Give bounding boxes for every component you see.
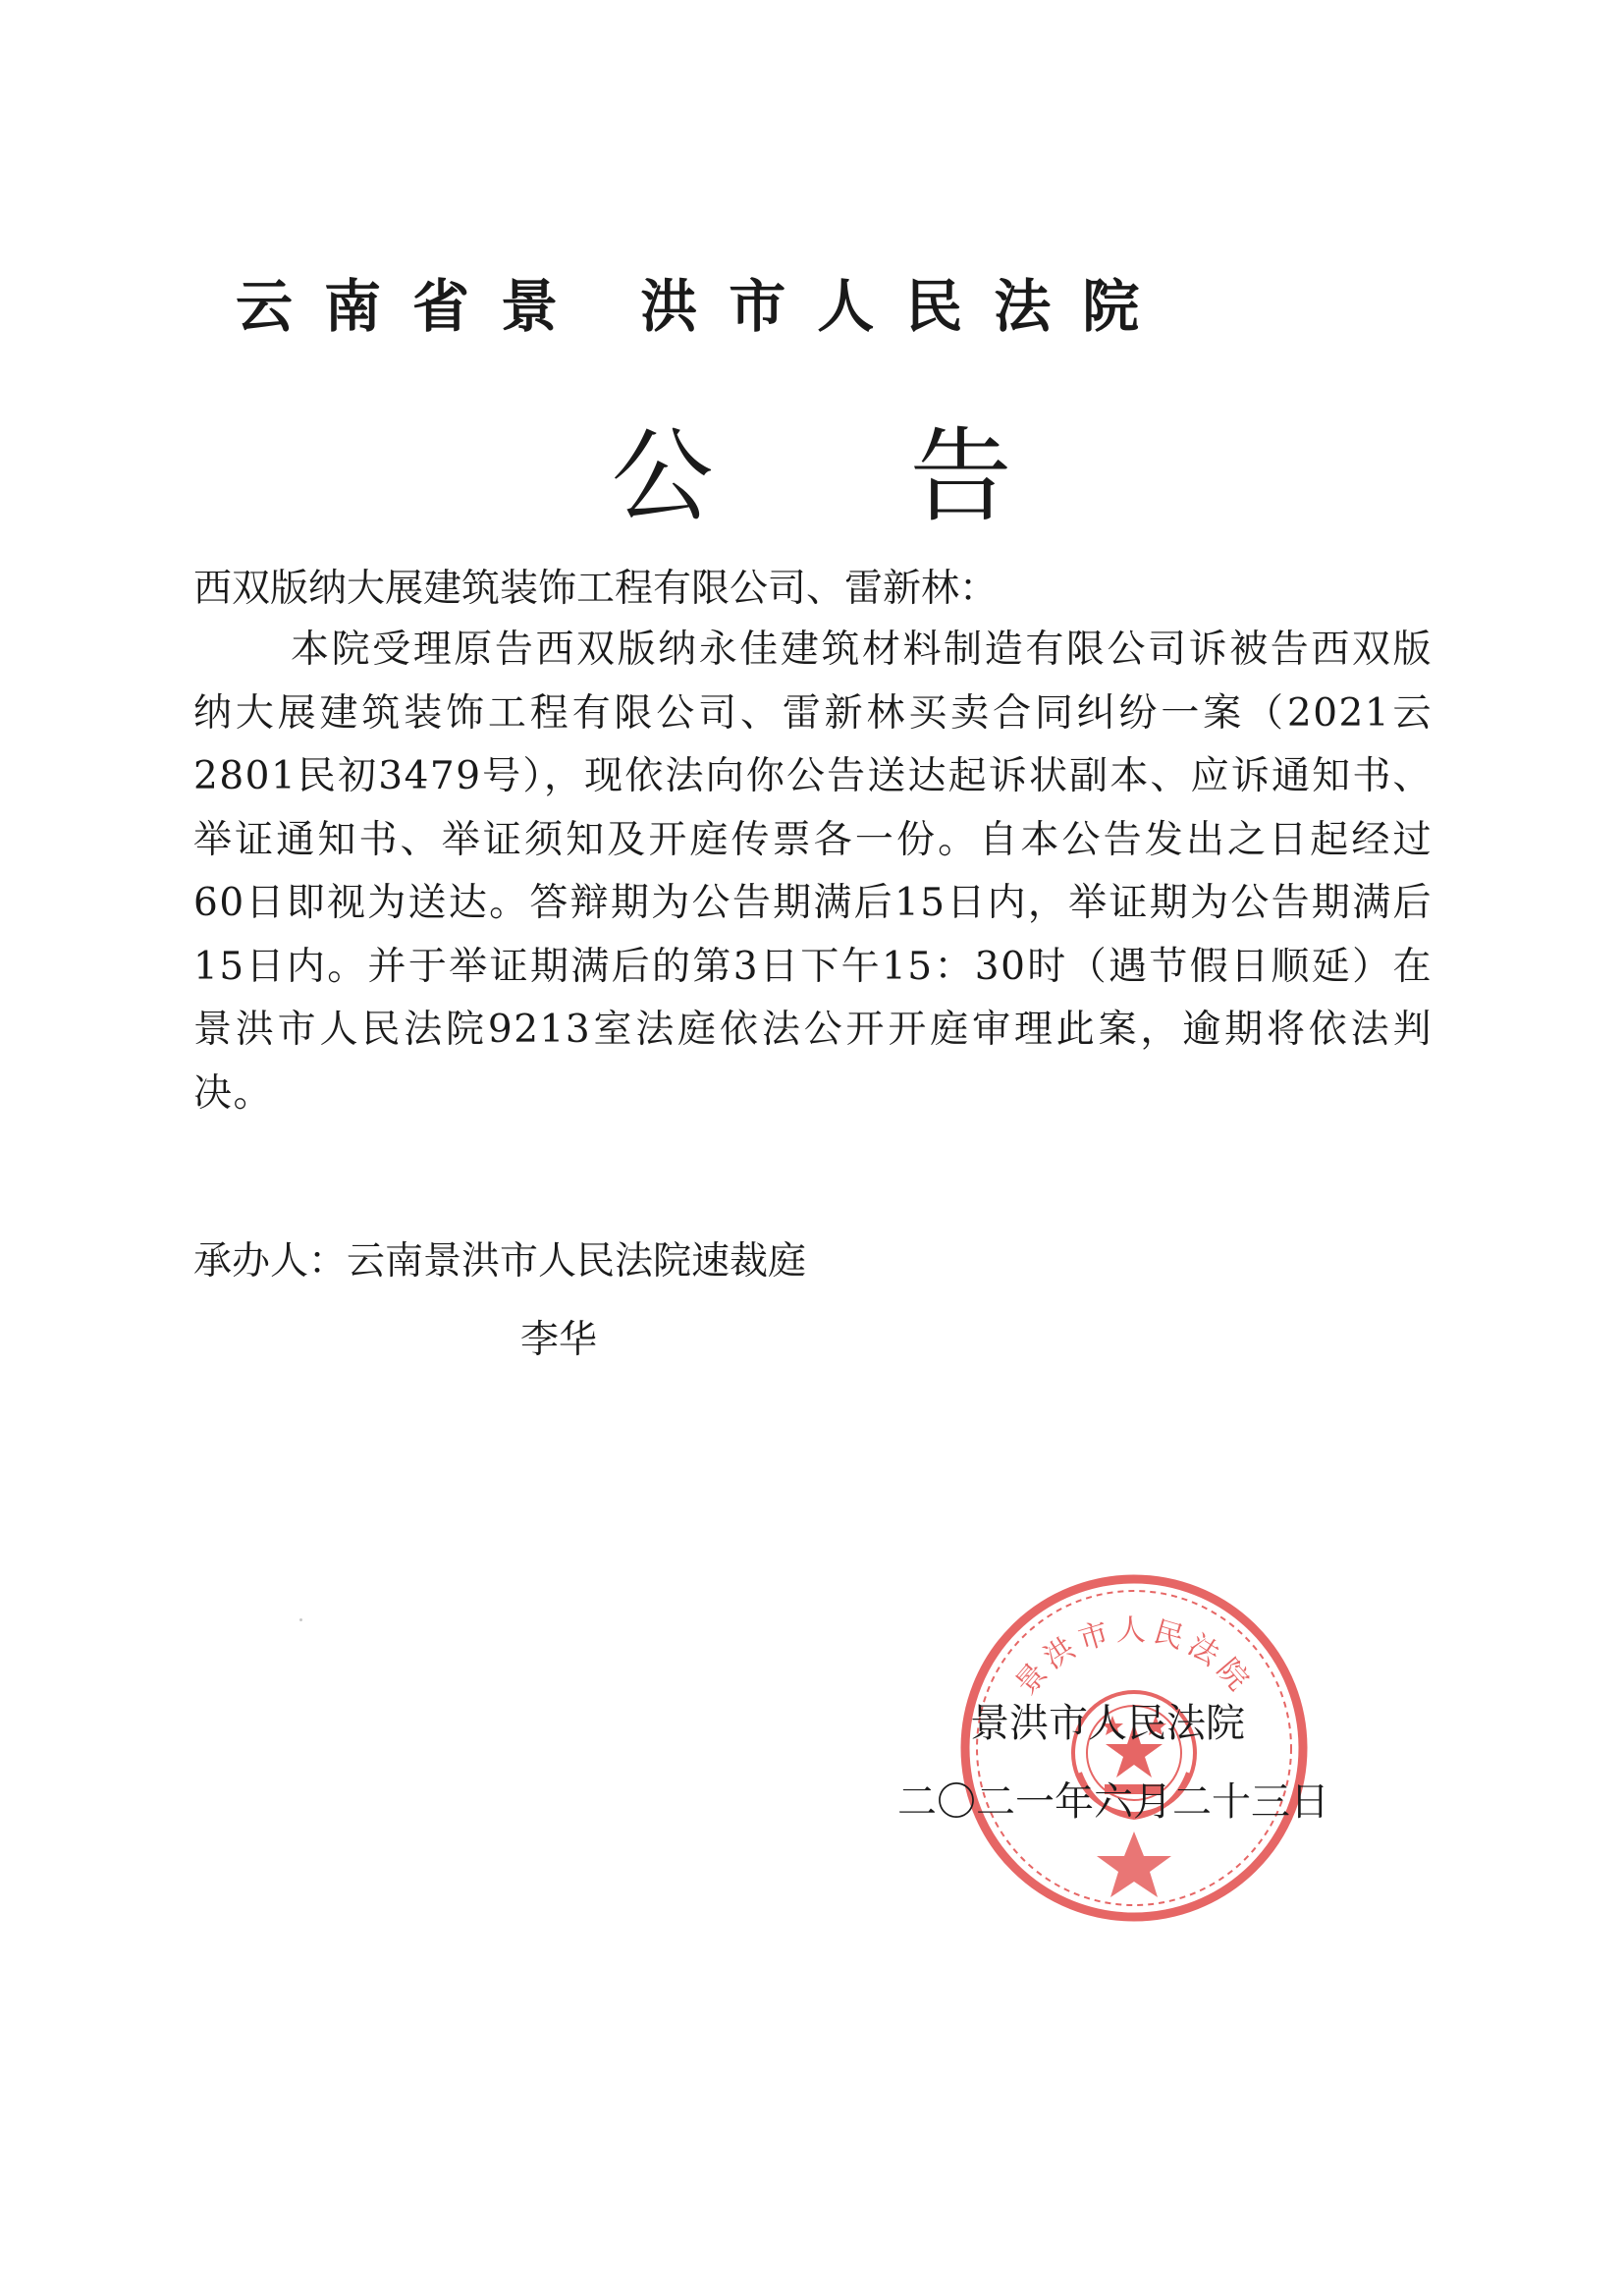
addressee-line: 西双版纳大展建筑装饰工程有限公司、雷新林：	[193, 567, 999, 611]
svg-text:景洪市人民法院	[1009, 1613, 1260, 1702]
seal-text: 景洪市人民法院	[1008, 1613, 1260, 1702]
court-name-heading: 云南省景 洪市人民法院	[236, 273, 1171, 340]
notice-body-paragraph: 本院受理原告西双版纳永佳建筑材料制造有限公司诉被告西双版纳大展建筑装饰工程有限公司、雷新林买卖合同纠纷一案（2021云2801民初3479号），现依法向你公告送达起诉状副本、应诉通知书、举证通知书、举证须知及开庭传票各一份。自本公告发出之日起经过60日即视为送达。答辩期为公告期满后15日内，举证期为公告期满后15日内。并于举证期满后的第3日下午15：30时（遇节假日顺延）在景洪市人民法院9213室法庭依法公开开庭审理此案，逾期将依法判决。	[193, 628, 1433, 1116]
signature-court: 景洪市人民法院	[970, 1701, 1245, 1746]
handler-name: 李华	[520, 1318, 598, 1362]
handler-line	[193, 1232, 806, 1291]
signature-date: 二〇二一年六月二十三日	[897, 1779, 1329, 1825]
notice-title: 公告	[611, 416, 1209, 536]
handler-department: 云南景洪市人民法院速裁庭	[347, 1239, 807, 1284]
scan-speck	[299, 1618, 302, 1621]
handler-label: 承办人：	[193, 1239, 348, 1284]
